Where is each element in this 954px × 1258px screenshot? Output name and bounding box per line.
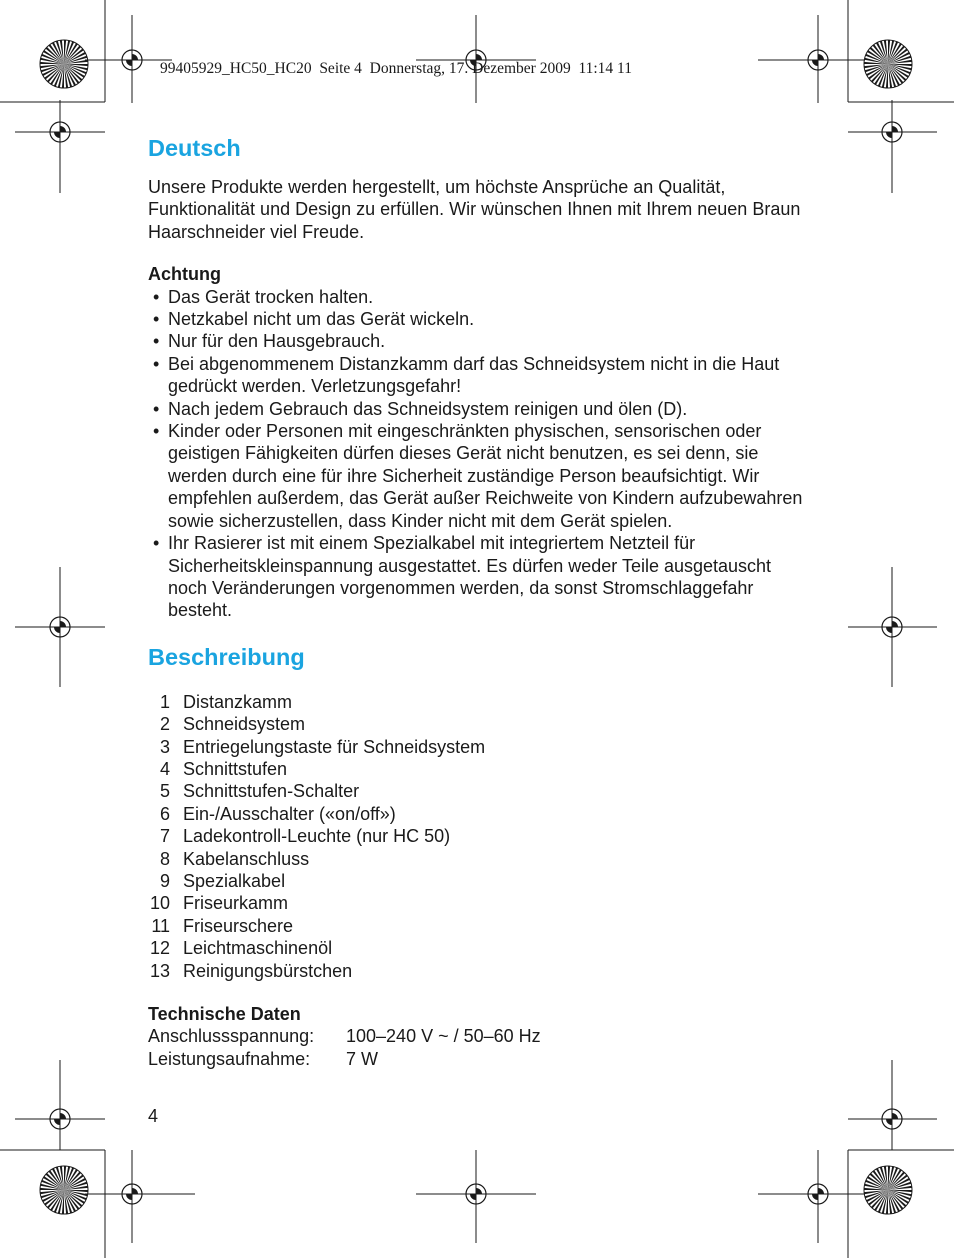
part-label: Ein-/Ausschalter («on/off»): [183, 803, 396, 824]
bullet-icon: •: [153, 353, 160, 374]
bullet-icon: •: [153, 331, 160, 352]
part-label: Friseurkamm: [183, 893, 289, 914]
part-number: 12: [149, 938, 170, 959]
registration-mark-fill: [126, 1188, 138, 1200]
part-label: Ladekontroll-Leuchte (nur HC 50): [183, 826, 451, 847]
part-number: 7: [159, 826, 170, 847]
warning-text: Netzkabel nicht um das Gerät wickeln.: [168, 309, 475, 330]
registration-mark-fill: [54, 621, 66, 633]
tech-data-table: [148, 1025, 541, 1070]
part-label: Reinigungsbürstchen: [183, 960, 353, 981]
part-label: Entriegelungstaste für Schneidsystem: [183, 736, 486, 757]
part-item: [148, 892, 808, 914]
warning-item: [148, 532, 808, 622]
tech-data-label: Leistungsaufnahme:: [148, 1048, 311, 1069]
part-number: 10: [149, 893, 170, 914]
registration-mark-fill: [812, 54, 824, 66]
part-label: Spezialkabel: [183, 870, 286, 891]
registration-mark-fill: [812, 1188, 824, 1200]
bullet-icon: •: [153, 286, 160, 307]
part-number: 13: [149, 960, 170, 981]
warning-text: Das Gerät trocken halten.: [168, 286, 374, 307]
bullet-icon: •: [153, 533, 160, 554]
bullet-icon: •: [153, 421, 160, 442]
part-number: 3: [159, 736, 170, 757]
page-number: 4: [148, 1106, 159, 1126]
tech-data-title: Technische Daten: [148, 1004, 301, 1024]
warning-title: Achtung: [148, 264, 221, 285]
print-slug-line: 99405929_HC50_HC20 Seite 4 Donnerstag, 17. Dezember 2009 11:14 11: [160, 60, 632, 77]
warning-text: Kinder oder Personen mit eingeschränkten physischen, sensorischen oder geistigen Fähigkeiten dürfen dieses Gerät nicht benutzen, es sei denn, sie werden durch eine für ihre Sicherheit zuständige Person beaufsichtigt. Wir empfehlen außerdem, das Gerät außer Reichweite von Kindern aufzubewahren sowie sicherzustellen, dass Kinder nicht mit dem Gerät spielen.: [168, 421, 803, 531]
registration-mark-fill: [886, 1113, 898, 1125]
warning-text: Ihr Rasierer ist mit einem Spezialkabel mit integriertem Netzteil für Sicherheitskleinspannung ausgestattet. Es dürfen weder Teile ausgetauscht noch Veränderungen vorgenommen werden, da sonst Stromschlaggefahr besteht.: [168, 533, 772, 621]
warning-item: [148, 398, 808, 420]
part-label: Kabelanschluss: [183, 848, 310, 869]
warning-text: Nach jedem Gebrauch das Schneidsystem reinigen und ölen (D).: [168, 398, 688, 419]
warning-item: [148, 308, 808, 330]
warning-text: Bei abgenommenem Distanzkamm darf das Schneidsystem nicht in die Haut gedrückt werden. Verletzungsgefahr!: [168, 353, 780, 397]
part-item: [148, 691, 808, 713]
part-number: 6: [159, 803, 170, 824]
registration-mark-fill: [886, 126, 898, 138]
tech-data-value: 100–240 V ~ / 50–60 Hz: [346, 1026, 541, 1047]
intro-paragraph: Unsere Produkte werden hergestellt, um höchste Ansprüche an Qualität, Funktionalität und Design zu erfüllen. Wir wünschen Ihnen mit Ihrem neuen Braun Haarschneider viel Freude.: [148, 177, 801, 242]
part-number: 5: [159, 781, 170, 802]
part-number: 2: [159, 714, 170, 735]
part-item: [148, 758, 808, 780]
part-label: Schnittstufen: [183, 758, 288, 779]
section-title-beschreibung: Beschreibung: [148, 643, 305, 670]
parts-list: [148, 691, 808, 982]
part-number: 4: [159, 758, 170, 779]
tech-data-value: 7 W: [346, 1048, 379, 1069]
part-item: [148, 713, 808, 735]
part-item: [148, 937, 808, 959]
part-item: [148, 915, 808, 937]
part-label: Friseurschere: [183, 915, 294, 936]
registration-mark-fill: [54, 1113, 66, 1125]
part-number: 8: [159, 848, 170, 869]
part-label: Leichtmaschinenöl: [183, 938, 333, 959]
part-item: [148, 848, 808, 870]
bullet-icon: •: [153, 309, 160, 330]
warning-item: [148, 330, 808, 352]
warning-item: [148, 286, 808, 308]
part-number: 1: [159, 691, 170, 712]
registration-mark-fill: [126, 54, 138, 66]
part-number: 9: [159, 870, 170, 891]
tech-data-label: Anschlussspannung:: [148, 1026, 315, 1047]
part-label: Distanzkamm: [183, 691, 293, 712]
warning-item: [148, 420, 808, 532]
bullet-icon: •: [153, 398, 160, 419]
part-number: 11: [151, 915, 170, 936]
registration-mark-fill: [54, 126, 66, 138]
part-item: [148, 825, 808, 847]
part-item: [148, 803, 808, 825]
warning-item: [148, 353, 808, 398]
tech-data-row: [148, 1025, 541, 1047]
part-item: [148, 736, 808, 758]
registration-mark-fill: [470, 1188, 482, 1200]
tech-data-row: [148, 1048, 541, 1070]
part-item: [148, 960, 808, 982]
warning-text: Nur für den Hausgebrauch.: [168, 331, 386, 352]
registration-mark-fill: [886, 621, 898, 633]
part-label: Schnittstufen-Schalter: [183, 781, 360, 802]
section-title-deutsch: Deutsch: [148, 135, 241, 161]
part-label: Schneidsystem: [183, 714, 306, 735]
page-content: [148, 131, 808, 1070]
warning-list: [148, 286, 808, 622]
part-item: [148, 870, 808, 892]
part-item: [148, 780, 808, 802]
